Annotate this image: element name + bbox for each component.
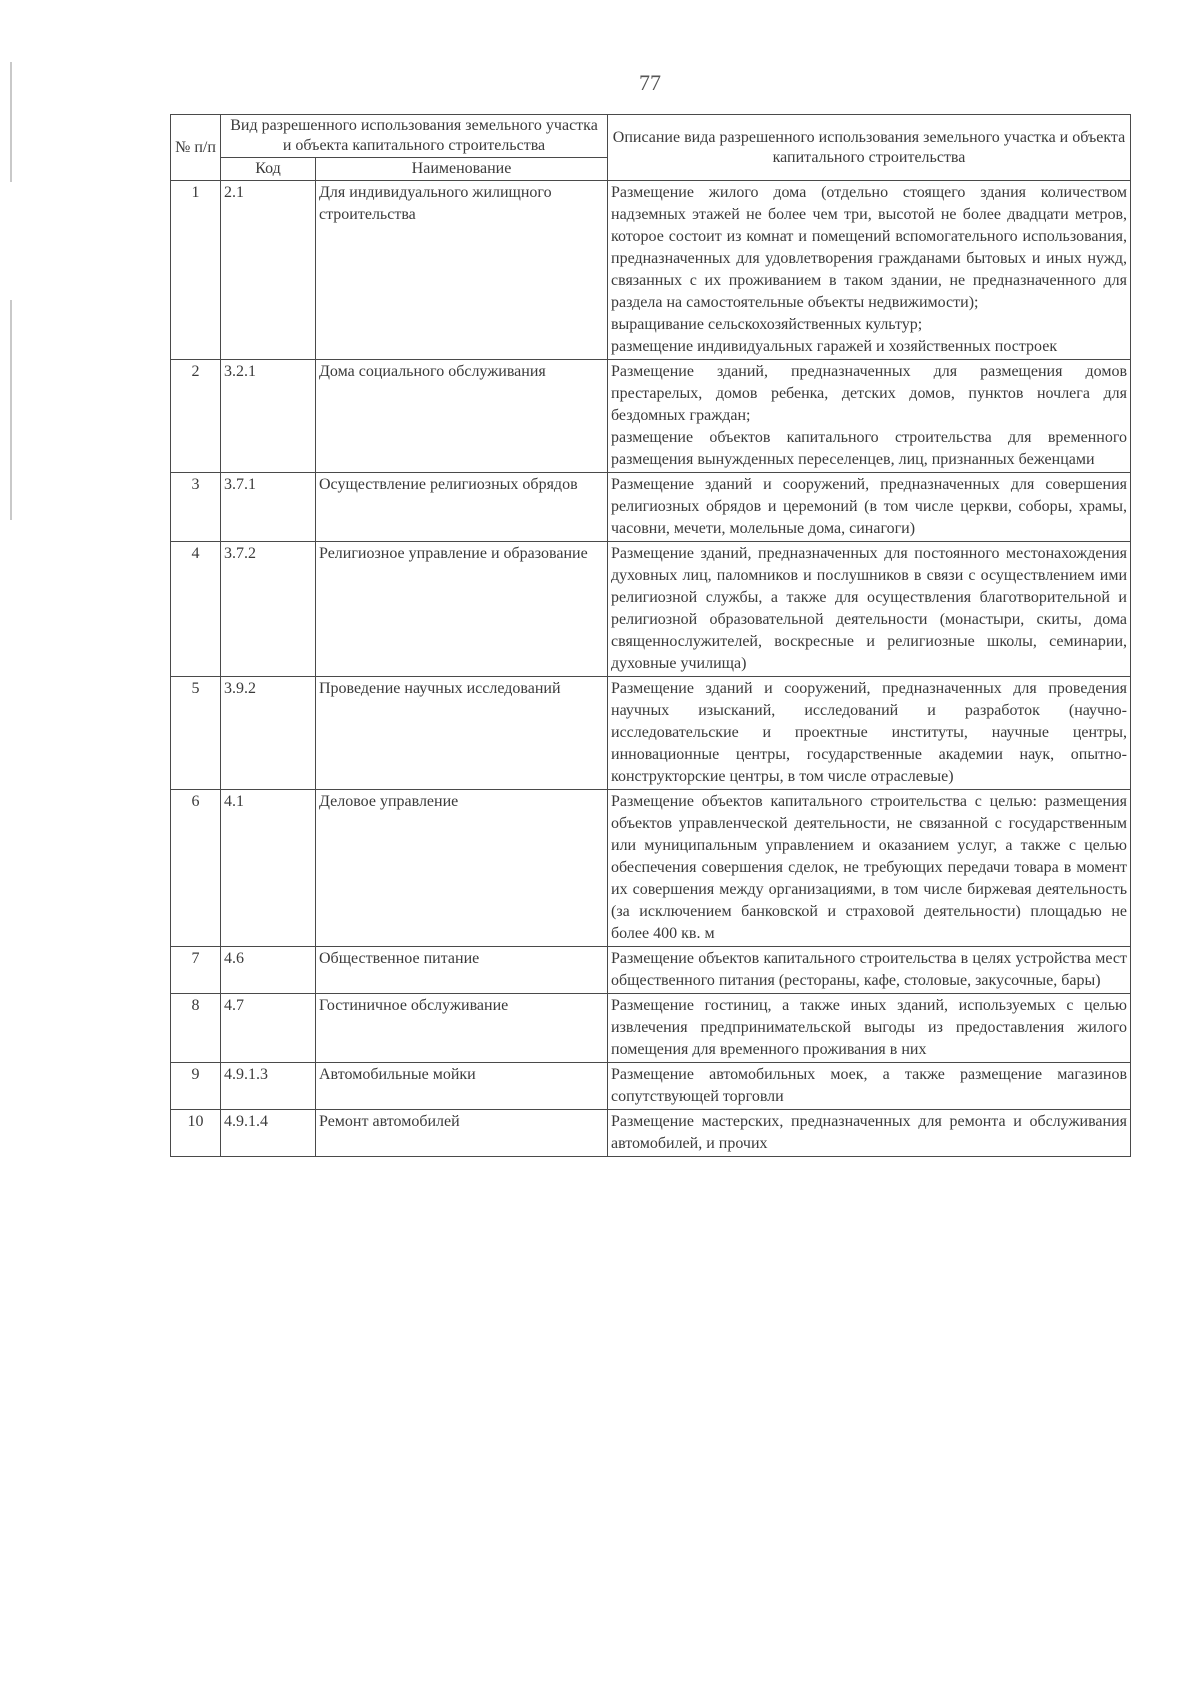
table-row bbox=[171, 1063, 1131, 1110]
row-description bbox=[608, 360, 1131, 473]
table-row bbox=[171, 994, 1131, 1063]
row-code: 4.1 bbox=[221, 790, 316, 947]
description-paragraph: Размещение зданий и сооружений, предназначенных для проведения научных изысканий, исследований и разработок (научно-исследовательские и проектные институты, научные центры, инновационные центры, государственные академии наук, опытно-конструкторские центры, в том числе отраслевые) bbox=[611, 680, 1127, 785]
description-paragraph: Размещение автомобильных моек, а также размещение магазинов сопутствующей торговли bbox=[611, 1066, 1127, 1105]
row-description bbox=[608, 947, 1131, 994]
row-description bbox=[608, 994, 1131, 1063]
description-paragraph: Размещение объектов капитального строительства в целях устройства мест общественного питания (рестораны, кафе, столовые, закусочные, бары) bbox=[611, 950, 1127, 989]
row-number: 10 bbox=[171, 1110, 221, 1157]
description-paragraph: Размещение гостиниц, а также иных зданий, используемых с целью извлечения предпринимательской выгоды из предоставления жилого помещения для временного проживания в них bbox=[611, 997, 1127, 1058]
row-name: Проведение научных исследований bbox=[316, 677, 608, 790]
description-paragraph: Размещение объектов капитального строительства с целью: размещения объектов управленческой деятельности, не связанной с государственным или муниципальным управлением и оказанием услуг, а также с целью обеспечения совершения сделок, не требующих передачи товара в момент их совершения между организациями, в том числе биржевая деятельность (за исключением банковской и страховой деятельности) площадью не более 400 кв. м bbox=[611, 793, 1127, 942]
description-paragraph: Размещение зданий, предназначенных для постоянного местонахождения духовных лиц, паломников и послушников в связи с осуществлением ими религиозной службы, а также для осуществления благотворительной и религиозной образовательной деятельности (монастыри, скиты, дома священнослужителей, воскресные и религиозные школы, семинарии, духовные училища) bbox=[611, 545, 1127, 672]
table-row bbox=[171, 677, 1131, 790]
table-row bbox=[171, 1110, 1131, 1157]
row-name: Религиозное управление и образование bbox=[316, 542, 608, 677]
row-code: 4.9.1.3 bbox=[221, 1063, 316, 1110]
row-number: 2 bbox=[171, 360, 221, 473]
table-row bbox=[171, 360, 1131, 473]
table-row bbox=[171, 947, 1131, 994]
header-name: Наименование bbox=[316, 158, 608, 181]
row-description bbox=[608, 1110, 1131, 1157]
row-description bbox=[608, 677, 1131, 790]
row-name: Дома социального обслуживания bbox=[316, 360, 608, 473]
row-code: 3.9.2 bbox=[221, 677, 316, 790]
header-group: Вид разрешенного использования земельного участка и объекта капитального строительства bbox=[221, 115, 608, 158]
row-code: 3.2.1 bbox=[221, 360, 316, 473]
table-row bbox=[171, 542, 1131, 677]
row-description bbox=[608, 473, 1131, 542]
row-number: 5 bbox=[171, 677, 221, 790]
row-name: Автомобильные мойки bbox=[316, 1063, 608, 1110]
row-number: 3 bbox=[171, 473, 221, 542]
description-paragraph: Размещение мастерских, предназначенных для ремонта и обслуживания автомобилей, и прочих bbox=[611, 1113, 1127, 1152]
row-code: 4.9.1.4 bbox=[221, 1110, 316, 1157]
row-description bbox=[608, 181, 1131, 360]
row-description bbox=[608, 790, 1131, 947]
row-code: 3.7.2 bbox=[221, 542, 316, 677]
row-number: 4 bbox=[171, 542, 221, 677]
table-row bbox=[171, 790, 1131, 947]
row-code: 2.1 bbox=[221, 181, 316, 360]
row-name: Осуществление религиозных обрядов bbox=[316, 473, 608, 542]
row-code: 3.7.1 bbox=[221, 473, 316, 542]
row-number: 6 bbox=[171, 790, 221, 947]
description-paragraph: размещение индивидуальных гаражей и хозяйственных построек bbox=[611, 338, 1058, 355]
description-paragraph: Размещение зданий и сооружений, предназначенных для совершения религиозных обрядов и церемоний (в том числе церкви, соборы, храмы, часовни, мечети, молельные дома, синагоги) bbox=[611, 476, 1127, 537]
row-name: Деловое управление bbox=[316, 790, 608, 947]
header-code: Код bbox=[221, 158, 316, 181]
description-paragraph: размещение объектов капитального строительства для временного размещения вынужденных переселенцев, лиц, признанных беженцами bbox=[611, 429, 1127, 468]
row-number: 9 bbox=[171, 1063, 221, 1110]
description-paragraph: Размещение жилого дома (отдельно стоящего здания количеством надземных этажей не более чем три, высотой не более двадцати метров, которое состоит из комнат и помещений вспомогательного использования, предназначенных для удовлетворения гражданами бытовых и иных нужд, связанных с их проживанием в таком здании, не предназначенного для раздела на самостоятельные объекты недвижимости); bbox=[611, 184, 1127, 311]
row-name: Для индивидуального жилищного строительства bbox=[316, 181, 608, 360]
row-number: 7 bbox=[171, 947, 221, 994]
description-paragraph: Размещение зданий, предназначенных для размещения домов престарелых, домов ребенка, детских домов, пунктов ночлега для бездомных граждан; bbox=[611, 363, 1127, 424]
table-header bbox=[171, 115, 1131, 181]
scan-margin-mark bbox=[10, 300, 12, 520]
row-description bbox=[608, 542, 1131, 677]
table-body bbox=[171, 181, 1131, 1157]
row-name: Ремонт автомобилей bbox=[316, 1110, 608, 1157]
row-number: 8 bbox=[171, 994, 221, 1063]
row-number: 1 bbox=[171, 181, 221, 360]
row-code: 4.6 bbox=[221, 947, 316, 994]
header-description: Описание вида разрешенного использования земельного участка и объекта капитального строительства bbox=[608, 115, 1131, 181]
row-name: Гостиничное обслуживание bbox=[316, 994, 608, 1063]
page-number: 77 bbox=[639, 70, 661, 95]
table-row bbox=[171, 473, 1131, 542]
row-description bbox=[608, 1063, 1131, 1110]
row-code: 4.7 bbox=[221, 994, 316, 1063]
description-paragraph: выращивание сельскохозяйственных культур; bbox=[611, 316, 923, 333]
row-name: Общественное питание bbox=[316, 947, 608, 994]
header-num: № п/п bbox=[171, 115, 221, 181]
table-row bbox=[171, 181, 1131, 360]
land-use-table bbox=[170, 114, 1131, 1157]
